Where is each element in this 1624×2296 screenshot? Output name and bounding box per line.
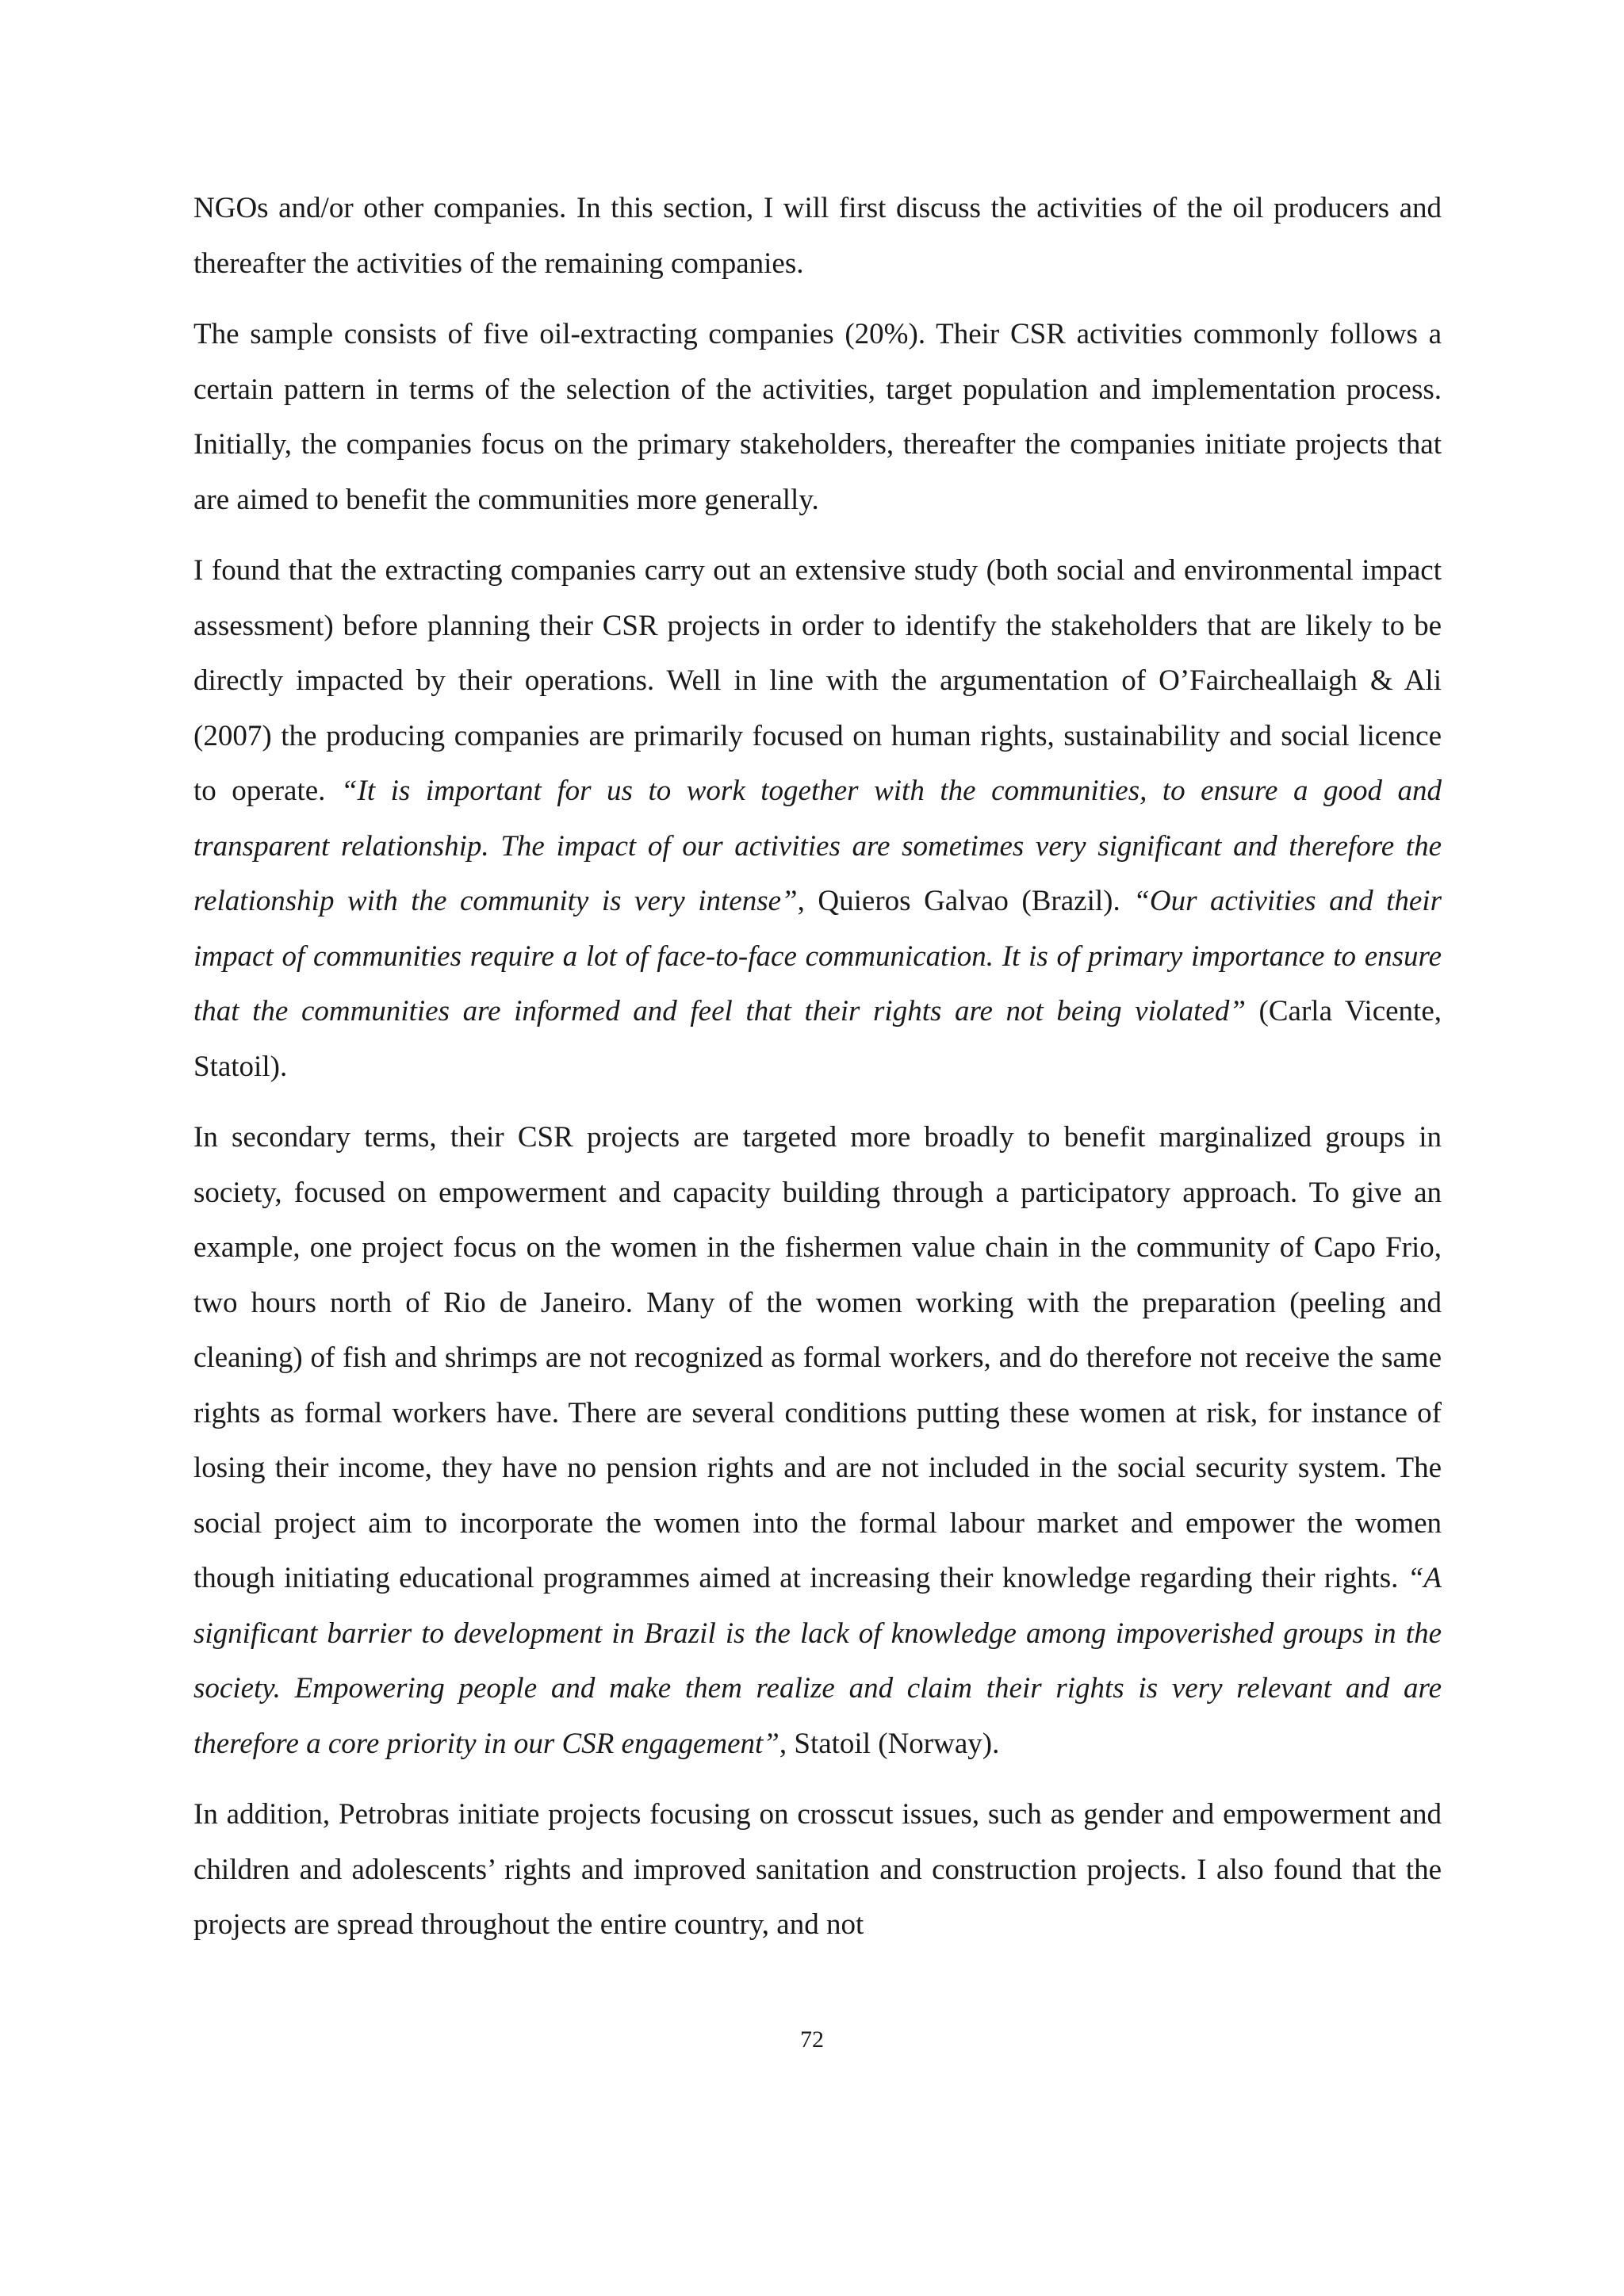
quote-quieros-galvao: “It is important for us to work together with the communities, to ensure a good and transparent relationship. The impact of our activities are sometimes very significant and therefore the relationship with the community is very intense” [193, 775, 1442, 917]
paragraph-3 [193, 543, 1442, 1094]
body-text [193, 181, 1442, 1969]
attribution-carla-vicente: (Carla Vicente, Statoil). [193, 995, 1442, 1083]
paragraph-2 [193, 307, 1442, 527]
attribution-quieros-galvao: , Quieros Galvao (Brazil). [797, 885, 1134, 917]
page-number: 72 [800, 2026, 824, 2053]
paragraph-4 [193, 1110, 1442, 1771]
paragraph-1-text: NGOs and/or other companies. In this section, I will first discuss the activities of the oil producers and thereafter the activities of the remaining companies. [193, 192, 1442, 280]
paragraph-5-text: In addition, Petrobras initiate projects focusing on crosscut issues, such as gender and empowerment and children and adolescents’ rights and improved sanitation and construction projects. I also found that the projects are spread throughout the entire country, and not [193, 1798, 1442, 1941]
quote-carla-vicente: “Our activities and their impact of communities require a lot of face-to-face communication. It is of primary importance to ensure that the communities are informed and feel that their rights are not being violated” [193, 885, 1442, 1027]
paragraph-2-text: The sample consists of five oil-extracting companies (20%). Their CSR activities commonly follows a certain pattern in terms of the selection of the activities, target population and implementation process. Initially, the companies focus on the primary stakeholders, thereafter the companies initiate projects that are aimed to benefit the communities more generally. [193, 318, 1442, 516]
paragraph-4-text: In secondary terms, their CSR projects are targeted more broadly to benefit marginalized groups in society, focused on empowerment and capacity building through a participatory approach. To give an example, one project focus on the women in the fishermen value chain in the community of Capo Frio, two hours north of Rio de Janeiro. Many of the women working with the preparation (peeling and cleaning) of fish and shrimps are not recognized as formal workers, and do therefore not receive the same rights as formal workers have. There are several conditions putting these women at risk, for instance of losing their income, they have no pension rights and are not included in the social security system. The social project aim to incorporate the women into the formal labour market and empower the women though initiating educational programmes aimed at increasing their knowledge regarding their rights. [193, 1121, 1442, 1594]
paragraph-3-text: I found that the extracting companies carry out an extensive study (both social and environmental impact assessment) before planning their CSR projects in order to identify the stakeholders that are likely to be directly impacted by their operations. Well in line with the argumentation of O’Faircheallaigh & Ali (2007) the producing companies are primarily focused on human rights, sustainability and social licence to operate. [193, 554, 1442, 807]
paragraph-5 [193, 1787, 1442, 1953]
quote-statoil: “A significant barrier to development in Brazil is the lack of knowledge among impoverished groups in the society. Empowering people and make them realize and claim their rights is very relevant and are therefore a core priority in our CSR engagement” [193, 1562, 1442, 1760]
paragraph-1 [193, 181, 1442, 291]
attribution-statoil: , Statoil (Norway). [779, 1727, 1000, 1760]
